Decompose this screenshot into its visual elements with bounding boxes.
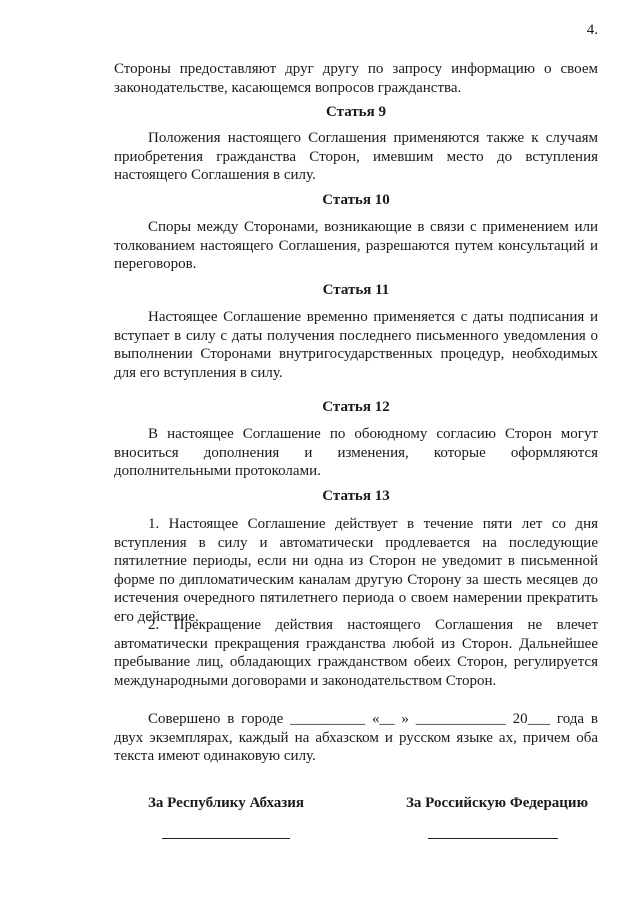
closing-paragraph: Совершено в городе __________ «__ » ____________ 20___ года в двух экземплярах, каждый на абхазском и русском языке ах, причем оба текста имеют одинаковую силу. (114, 711, 598, 764)
signature-line-abkhazia (162, 838, 290, 839)
intro-paragraph: Стороны предоставляют друг другу по запросу информацию о своем законодательстве, касающемся вопросов гражданства. (114, 61, 598, 96)
signature-label-russia: За Российскую Федерацию (406, 795, 589, 811)
article-12-text: В настоящее Соглашение по обоюдному согласию Сторон могут вноситься дополнения и изменения, которые оформляются дополнительными протоколами. (114, 426, 598, 479)
signature-label-abkhazia: За Республику Абхазия (148, 795, 305, 811)
article-13-clause-1: 1. Настоящее Соглашение действует в течение пяти лет со дня вступления в силу и автоматически продлевается на последующие пятилетние периоды, если ни одна из Сторон не уведомит в письменной форме по дипломатическим каналам другую Сторону за шесть месяцев до истечения очередного пятилетнего периода о своем намерении прекратить его действие. (114, 516, 598, 625)
article-13-clause-2: 2. Прекращение действия настоящего Соглашения не влечет автоматически прекращения гражданства любой из Сторон. Дальнейшее пребывание лиц, обладающих гражданством обеих Сторон, регулируется международными договорами и законодательством Сторон. (114, 617, 598, 689)
article-11-text: Настоящее Соглашение временно применяется с даты подписания и вступает в силу с даты получения последнего письменного уведомления о выполнении Сторонами внутригосударственных процедур, необходимых для его вступления в силу. (114, 309, 598, 381)
article-13-title: Статья 13 (322, 488, 390, 504)
page-number: 4. (586, 22, 598, 38)
article-9-text: Положения настоящего Соглашения применяются также к случаям приобретения гражданства Сторон, имевшим место до вступления настоящего Соглашения в силу. (114, 130, 598, 183)
article-9-title: Статья 9 (326, 104, 386, 120)
signature-line-russia (428, 838, 558, 839)
article-12-title: Статья 12 (322, 399, 390, 415)
article-10-text: Споры между Сторонами, возникающие в связи с применением или толкованием настоящего Соглашения, разрешаются путем консультаций и переговоров. (114, 219, 598, 272)
article-10-title: Статья 10 (322, 192, 390, 208)
article-11-title: Статья 11 (322, 282, 390, 298)
